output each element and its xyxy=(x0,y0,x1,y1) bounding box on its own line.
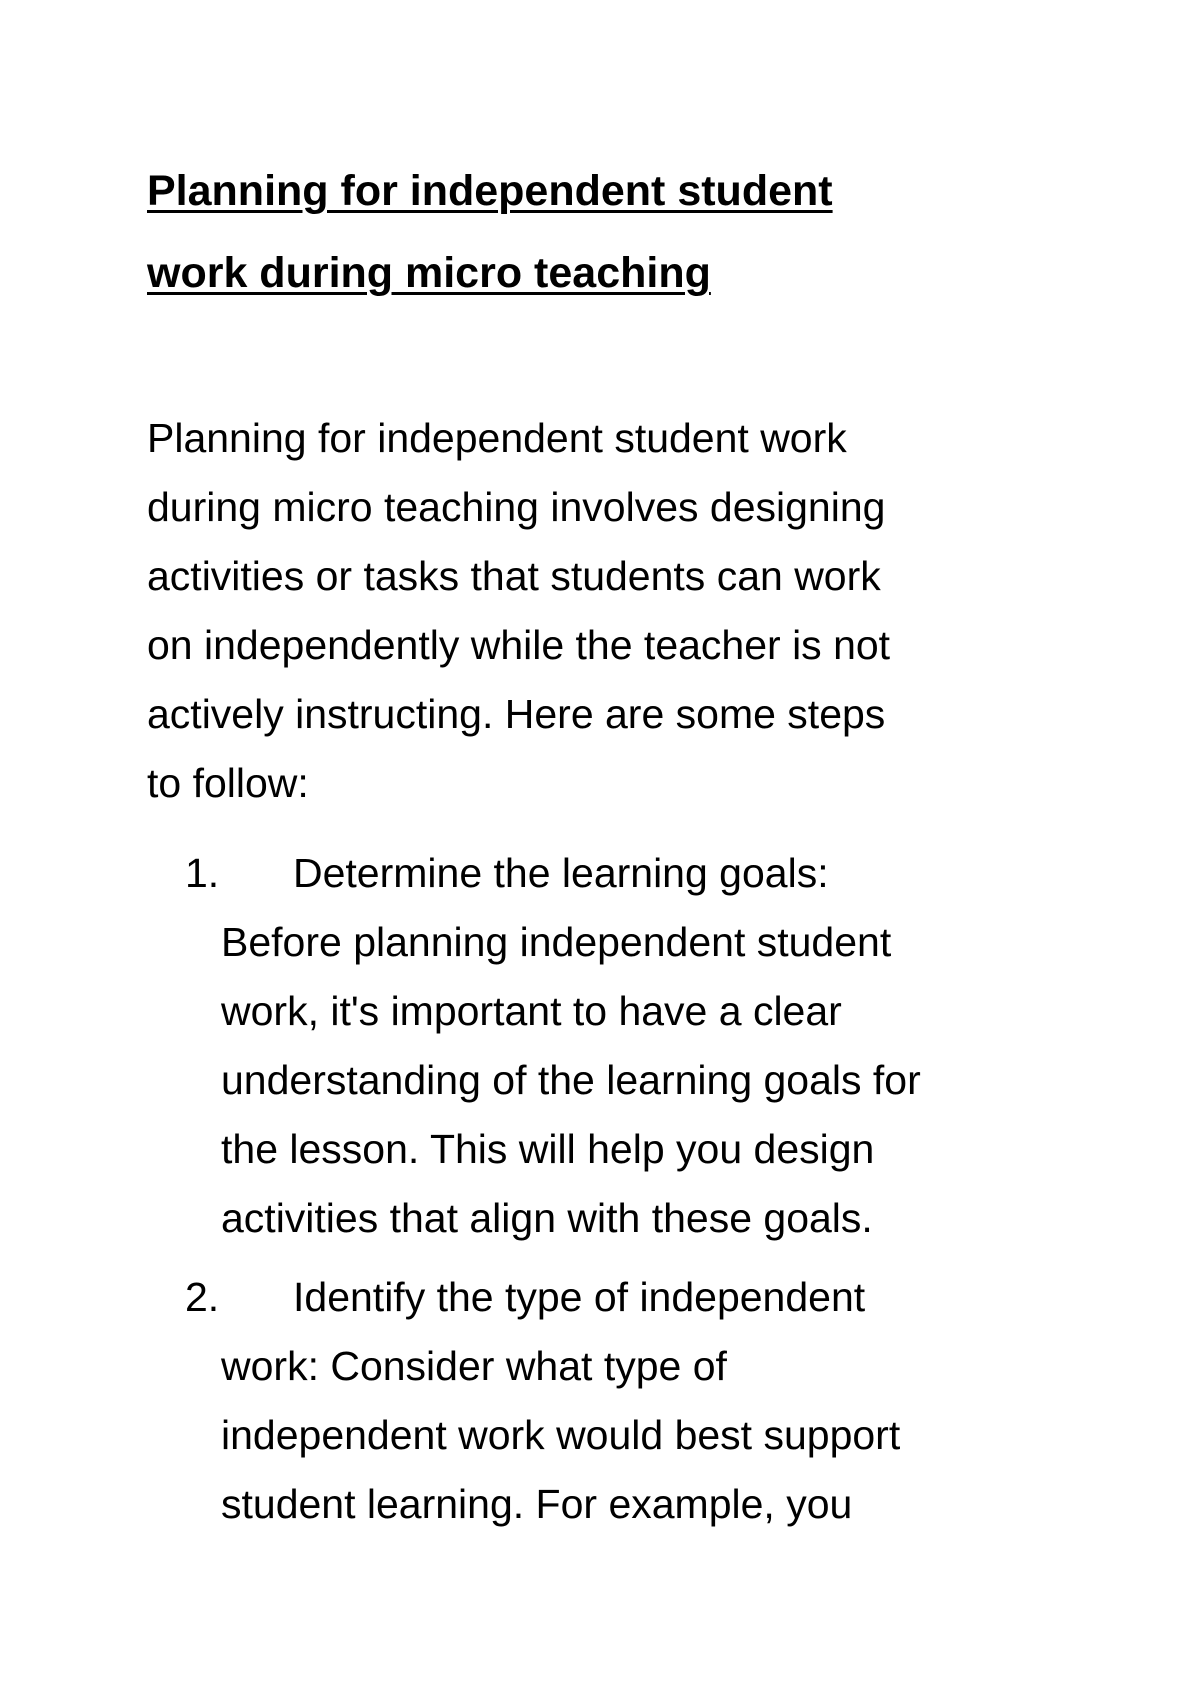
step-line: work, it's important to have a clear xyxy=(221,988,842,1034)
step-line: Determine the learning goals: xyxy=(293,850,829,896)
step-line: understanding of the learning goals for xyxy=(221,1057,921,1103)
intro-line: activities or tasks that students can work xyxy=(147,553,881,599)
step-item-2 xyxy=(147,1263,1067,1539)
step-line: the lesson. This will help you design xyxy=(221,1126,875,1172)
step-line: Before planning independent student xyxy=(221,919,892,965)
intro-paragraph xyxy=(147,404,1067,818)
steps-list xyxy=(147,839,1067,1549)
step-item-1 xyxy=(147,839,1067,1253)
document-title xyxy=(147,150,1047,314)
step-number: 2. xyxy=(185,1274,220,1320)
step-line: independent work would best support xyxy=(221,1412,901,1458)
step-number: 1. xyxy=(185,850,220,896)
step-line: work: Consider what type of xyxy=(221,1343,727,1389)
intro-line: on independently while the teacher is not xyxy=(147,622,891,668)
step-line: Identify the type of independent xyxy=(293,1274,866,1320)
step-line: activities that align with these goals. xyxy=(221,1195,873,1241)
title-line: Planning for independent student xyxy=(147,167,833,215)
intro-line: to follow: xyxy=(147,760,309,806)
intro-line: Planning for independent student work xyxy=(147,415,847,461)
title-line: work during micro teaching xyxy=(147,249,711,297)
intro-line: actively instructing. Here are some steps xyxy=(147,691,886,737)
intro-line: during micro teaching involves designing xyxy=(147,484,886,530)
step-line: student learning. For example, you xyxy=(221,1481,853,1527)
